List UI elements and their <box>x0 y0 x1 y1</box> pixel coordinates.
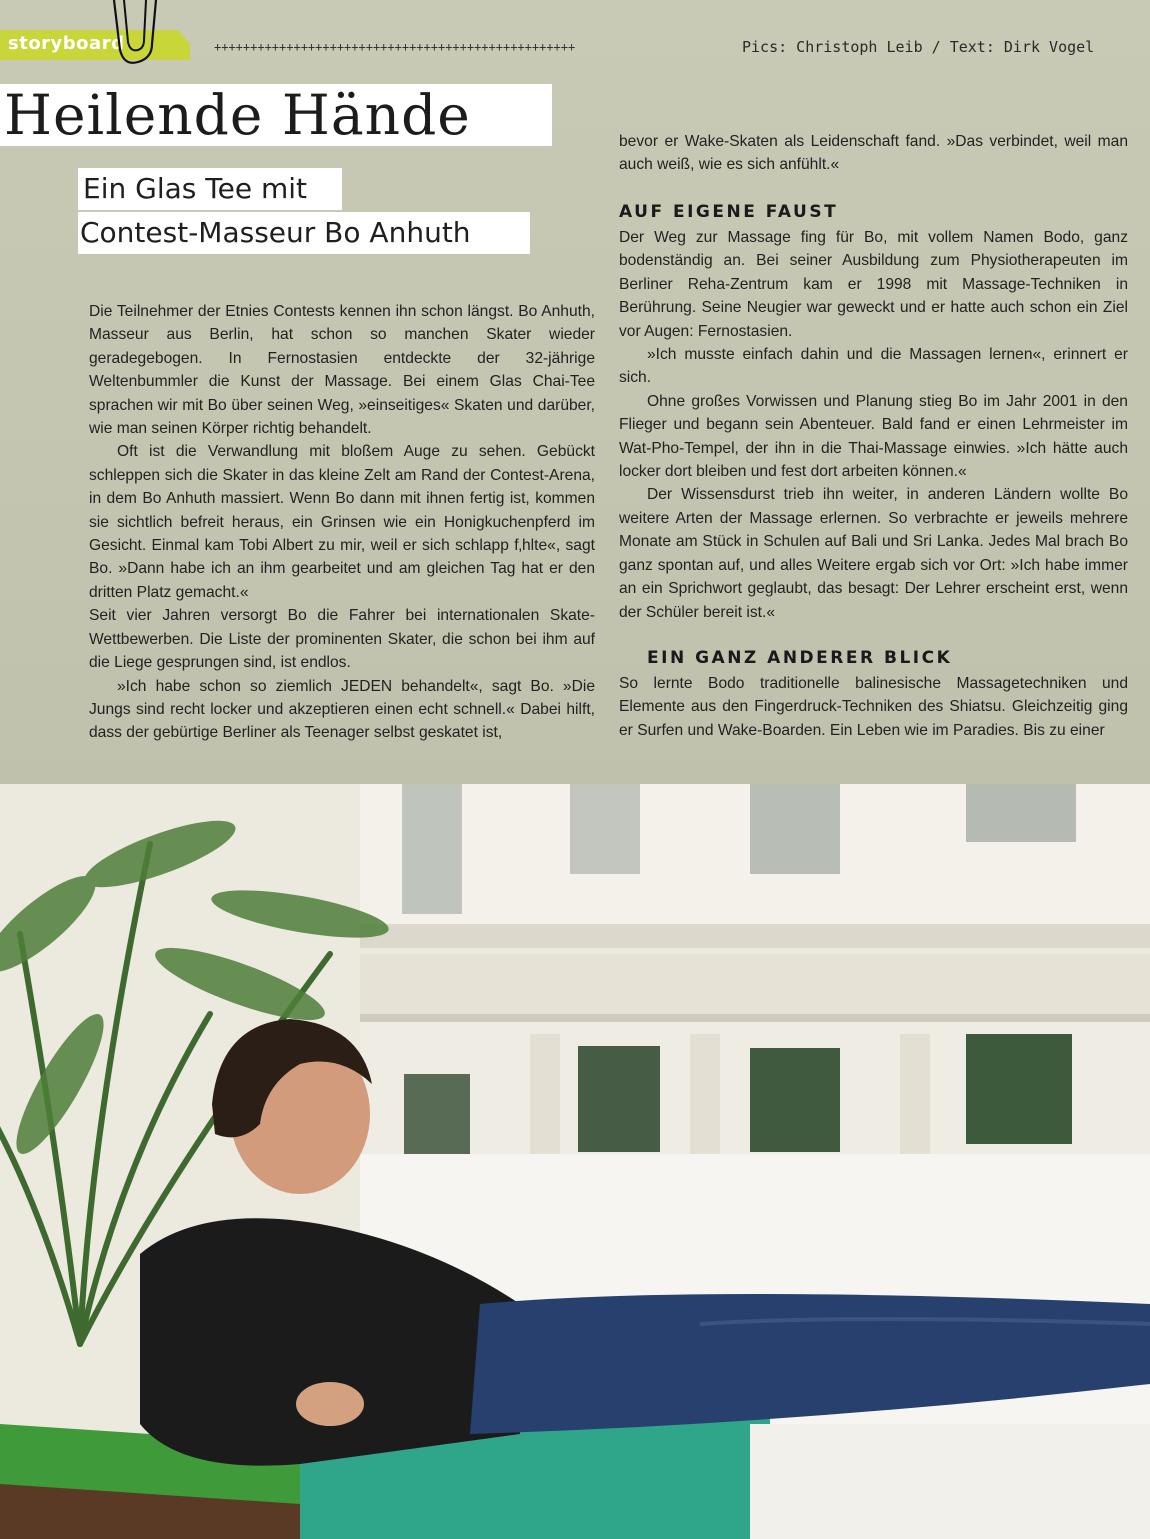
left-column <box>89 300 595 745</box>
paragraph: »Ich musste einfach dahin und die Massagen lernen«, erinnert er sich. <box>619 346 1128 387</box>
section-tag: storyboard <box>8 33 125 54</box>
section-1-text <box>619 226 1128 624</box>
section-heading-1: AUF EIGENE FAUST <box>619 202 839 222</box>
man-lying-on-bench-photo <box>0 784 1150 1539</box>
decorative-plus-rule: ++++++++++++++++++++++++++++++++++++++++++++++++++ <box>214 40 576 54</box>
paragraph: bevor er Wake-Skaten als Leidenschaft fand. »Das verbindet, weil man auch weiß, wie es sich anfühlt.« <box>619 133 1128 174</box>
paragraph: »Ich habe schon so ziemlich JEDEN behandelt«, sagt Bo. »Die Jungs sind recht locker und akzeptieren einen echt schnell.« Dabei hilft, dass der gebürtige Berliner als Teenager selbst geskatet ist, <box>89 677 595 742</box>
paragraph: So lernte Bodo traditionelle balinesische Massagetechniken und Elemente aus den Fingerdruck-Techniken des Shiatsu. Gleichzeitig ging er Surfen und Wake-Boarden. Ein Leben wie im Paradies. Bis zu einer <box>619 675 1128 739</box>
section-2-text <box>619 672 1128 742</box>
photo-text-credits: Pics: Christoph Leib / Text: Dirk Vogel <box>742 38 1095 56</box>
section-heading-2: EIN GANZ ANDERER BLICK <box>647 648 953 668</box>
article-title: Heilende Hände <box>4 83 471 147</box>
paperclip-icon <box>108 0 168 70</box>
paragraph: Seit vier Jahren versorgt Bo die Fahrer bei internationalen Skate-Wettbewerben. Die Liste der prominenten Skater, die schon bei ihm auf die Liege gesprungen sind, ist endlos. <box>89 607 595 672</box>
paragraph: Ohne großes Vorwissen und Planung stieg Bo im Jahr 2001 in den Flieger und begann sein Abenteuer. Bald fand er einen Lehrmeister im Wat-Pho-Tempel, der ihn in die Thai-Massage einwies. »Ich hätte auch locker dort bleiben und fest dort arbeiten können.« <box>619 392 1128 481</box>
paragraph: Oft ist die Verwandlung mit bloßem Auge zu sehen. Gebückt schleppen sich die Skater in das kleine Zelt am Rand der Contest-Arena, in dem Bo Anhuth massiert. Wenn Bo dann mit ihnen fertig ist, kommen sie sichtlich befreit heraus, ein Grinsen wie ein Honigkuchenpferd im Gesicht. Einmal kam Tobi Albert zu mir, weil er sich schlapp f‚hlte«, sagt Bo. »Dann habe ich an ihm gearbeitet und am gleichen Tag hat er den dritten Platz gemacht.« <box>89 443 595 601</box>
paragraph: Der Weg zur Massage fing für Bo, mit vollem Namen Bodo, ganz bodenständig an. Bei seiner Ausbildung zum Physiotherapeuten im Berliner Reha-Zentrum kam er 1998 mit Massage-Techniken in Berührung. Seine Neugier war geweckt und er hatte auch schon ein Ziel vor Augen: Fernostasien. <box>619 229 1128 340</box>
article-subtitle-line2: Contest-Masseur Bo Anhuth <box>80 216 471 249</box>
right-column-intro <box>619 130 1128 177</box>
paragraph: Der Wissensdurst trieb ihn weiter, in anderen Ländern wollte Bo weitere Arten der Massage erlernen. So verbrachte er jeweils mehrere Monate am Stück in Schulen auf Bali und Sri Lanka. Jedes Mal brach Bo ganz spontan auf, und alles Weitere ergab sich vor Ort: »Ich habe immer an ein Sprichwort geglaubt, das besagt: Der Lehrer erscheint erst, wenn der Schüler bereit ist.« <box>619 486 1128 621</box>
article-photo <box>0 784 1150 1539</box>
article-subtitle-line1: Ein Glas Tee mit <box>83 172 307 205</box>
paragraph: Die Teilnehmer der Etnies Contests kennen ihn schon längst. Bo Anhuth, Masseur aus Berlin, hat schon so manchen Skater wieder geradegebogen. In Fernostasien entdeckte der 32-jährige Weltenbummler die Kunst der Massage. Bei einem Glas Chai-Tee sprachen wir mit Bo über seinen Weg, »einseitiges« Skaten und darüber, wie man seinen Körper richtig behandelt. <box>89 303 595 438</box>
